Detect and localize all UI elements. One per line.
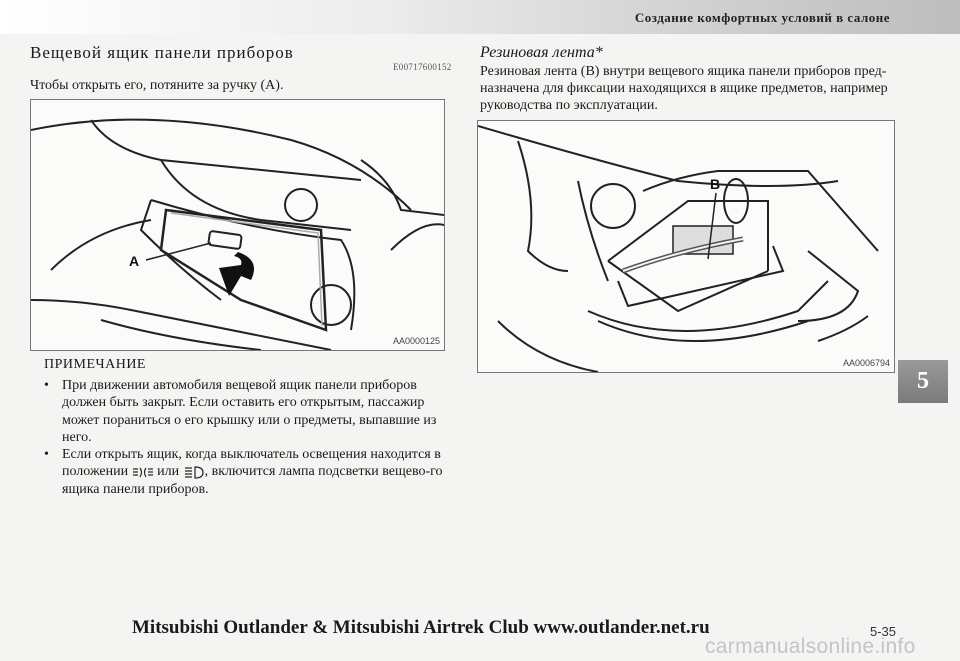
section-header: Создание комфортных условий в салоне [634,10,890,25]
note-list [44,377,444,498]
figure-code-a: AA0000125 [392,336,440,346]
parking-lights-icon [132,466,154,479]
watermark: carmanualsonline.info [705,635,916,658]
figure-code-b: AA0006794 [842,358,890,368]
glovebox-illustration [31,100,444,350]
ref-code: E00717600152 [393,62,452,72]
headlights-icon [183,466,205,479]
callout-a: A [129,253,140,269]
rubber-band-text: Резиновая лента (B) внутри вещевого ящика панели приборов пред-назначена для фиксации находящихся в ящике предметов, например руководства по эксплуатации. [480,64,888,113]
rubber-band-illustration [478,121,894,372]
glovebox-figure [30,99,445,351]
rubber-band-figure [477,120,895,373]
note-item: • При движении автомобиля вещевой ящик панели приборов должен быть закрыт. Если оставить его открытым, пассажир может пораниться о его крышку или о предметы, выпавшие из него. [44,378,437,445]
callout-b: B [710,176,721,192]
footer-club-text: Mitsubishi Outlander & Mitsubishi Airtrek Club www.outlander.net.ru [132,617,710,638]
rubber-band-title: Резиновая лента* [480,44,603,61]
open-instruction: Чтобы открыть его, потяните за ручку (A). [30,78,284,93]
glovebox-title: Вещевой ящик панели приборов [30,43,294,62]
chapter-tab: 5 [898,360,948,403]
note-item: • Если открыть ящик, когда выключатель освещения находится в положении или , включится лампа подсветки вещево-го ящика панели приборов. [44,447,443,497]
note-title: ПРИМЕЧАНИЕ [44,357,146,372]
page-number: 5-35 [870,624,897,639]
